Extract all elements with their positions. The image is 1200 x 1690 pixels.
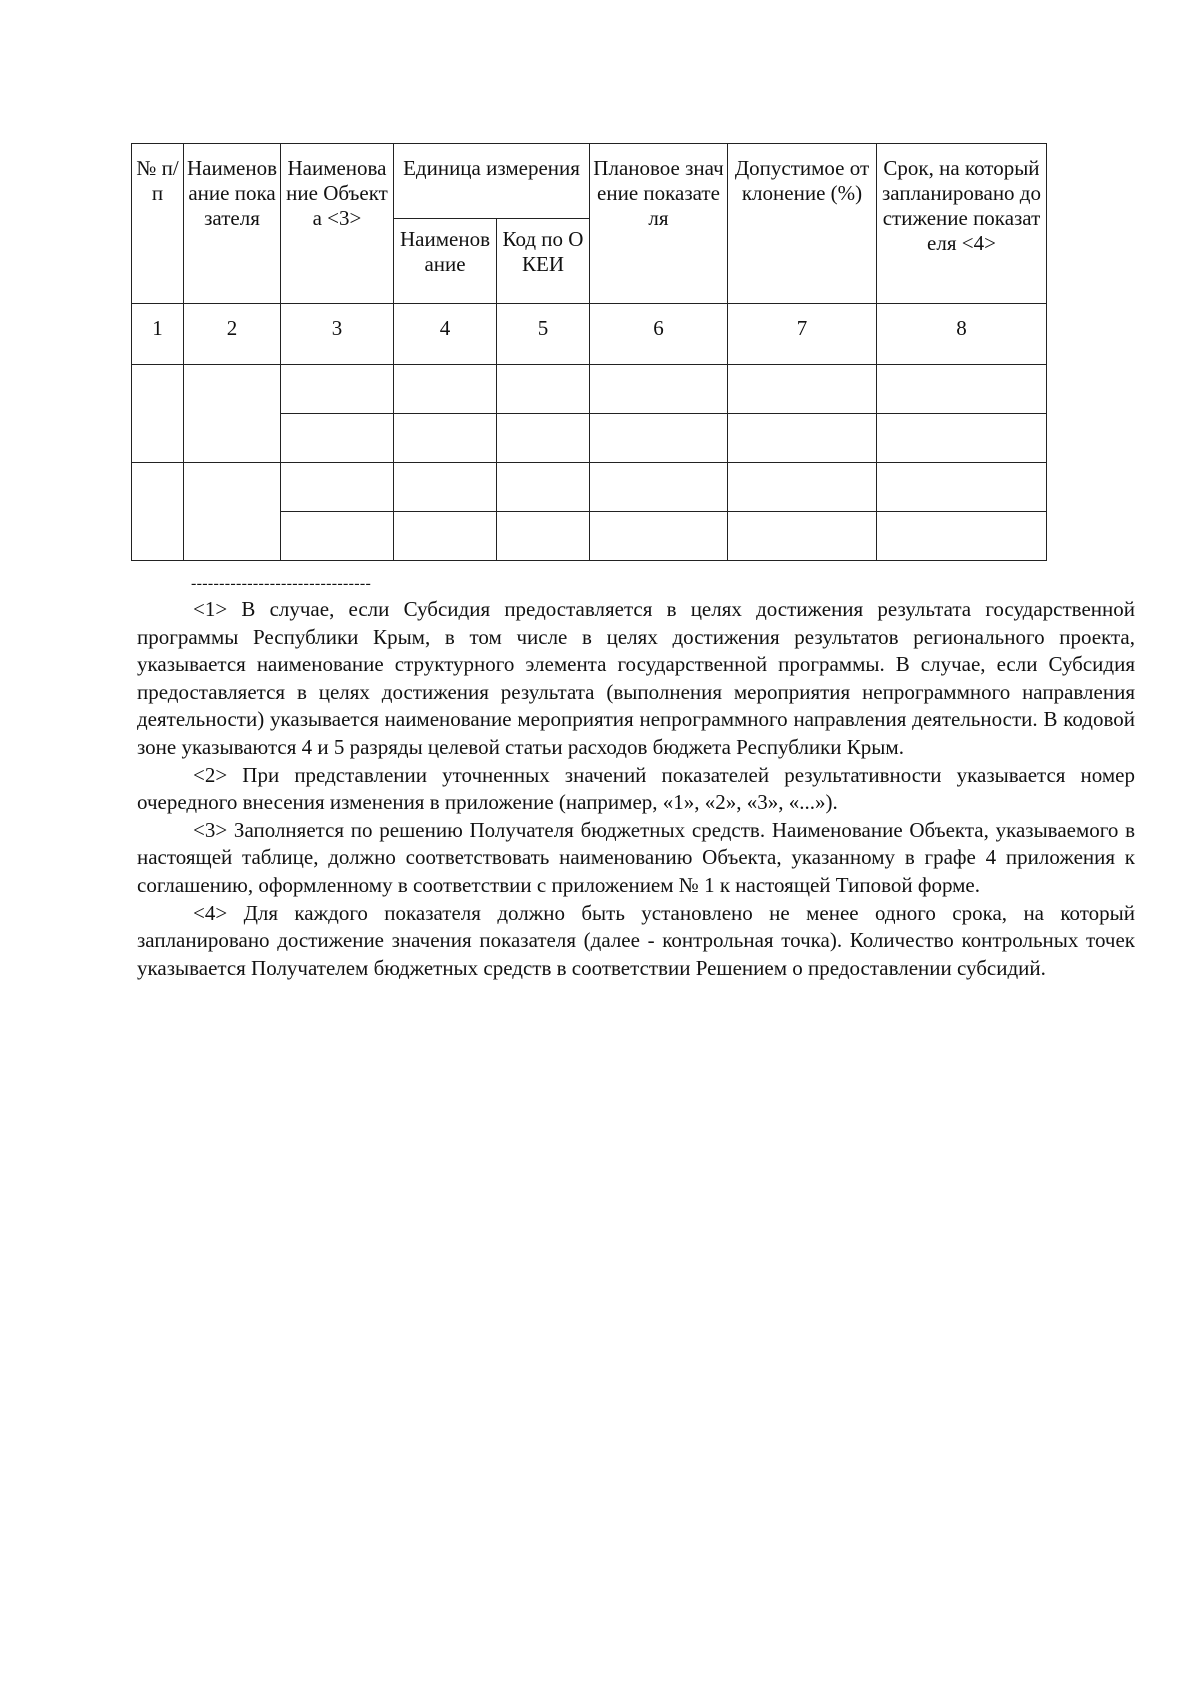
header-unit-code: Код по ОКЕИ [497, 219, 590, 304]
footnote-2: <2> При представлении уточненных значений показателей результативности указывается номер очередного внесения изменения в приложение (например, «1», «2», «3», «...»). [137, 762, 1135, 815]
table-cell [728, 414, 877, 463]
table-cell [281, 463, 394, 512]
table-cell [877, 463, 1047, 512]
column-number: 6 [590, 304, 728, 365]
table-cell [497, 463, 590, 512]
table-cell [394, 414, 497, 463]
column-number: 8 [877, 304, 1047, 365]
table-cell [132, 365, 184, 463]
table-cell [394, 463, 497, 512]
table-cell [590, 463, 728, 512]
footnote-3: <3> Заполняется по решению Получателя бюджетных средств. Наименование Объекта, указываемого в настоящей таблице, должно соответствовать наименованию Объекта, указанному в графе 4 приложения к соглашению, оформленному в соответствии с приложением № 1 к настоящей Типовой форме. [137, 817, 1135, 897]
table-cell [184, 463, 281, 561]
column-number: 3 [281, 304, 394, 365]
table-cell [184, 365, 281, 463]
table-cell [590, 365, 728, 414]
table-cell [728, 365, 877, 414]
column-number: 2 [184, 304, 281, 365]
table-cell [877, 414, 1047, 463]
table-cell [590, 512, 728, 561]
table-row [132, 463, 1047, 512]
footnote-4: <4> Для каждого показателя должно быть установлено не менее одного срока, на который запланировано достижение значения показателя (далее - контрольная точка). Количество контрольных точек указывается Получателем бюджетных средств в соответствии Решением о предоставлении субсидий. [137, 900, 1135, 980]
footnote-1: <1> В случае, если Субсидия предоставляется в целях достижения результата государственной программы Республики Крым, в том числе в целях достижения результатов регионального проекта, указывается наименование структурного элемента государственной программы. В случае, если Субсидия предоставляется в целях достижения результата (выполнения мероприятия непрограммного направления деятельности) указывается наименование мероприятия непрограммного направления деятельности. В кодовой зоне указываются 4 и 5 разряды целевой статьи расходов бюджета Республики Крым. [137, 597, 1135, 759]
column-number: 1 [132, 304, 184, 365]
table-cell [281, 365, 394, 414]
table-cell [728, 512, 877, 561]
footnotes [137, 576, 1135, 982]
table-cell [394, 512, 497, 561]
footnote-separator: -------------------------------- [191, 576, 372, 592]
column-number: 5 [497, 304, 590, 365]
table-cell [497, 365, 590, 414]
table-cell [281, 414, 394, 463]
header-object-name: Наименование Объекта <3> [281, 144, 394, 304]
table-cell [281, 512, 394, 561]
indicators-table [131, 143, 1047, 561]
table-cell [132, 463, 184, 561]
table-cell [877, 365, 1047, 414]
table-cell [590, 414, 728, 463]
table-cell [728, 463, 877, 512]
header-row-number: № п/п [132, 144, 184, 304]
header-unit-group: Единица измерения [394, 144, 590, 219]
table-cell [877, 512, 1047, 561]
header-unit-name: Наименование [394, 219, 497, 304]
header-allowed-deviation: Допустимое отклонение (%) [728, 144, 877, 304]
column-number: 4 [394, 304, 497, 365]
column-number: 7 [728, 304, 877, 365]
header-indicator-name: Наименование показателя [184, 144, 281, 304]
table-cell [394, 365, 497, 414]
header-planned-value: Плановое значение показателя [590, 144, 728, 304]
table-cell [497, 414, 590, 463]
table-cell [497, 512, 590, 561]
table-row [132, 365, 1047, 414]
header-deadline: Срок, на который запланировано достижение показателя <4> [877, 144, 1047, 304]
